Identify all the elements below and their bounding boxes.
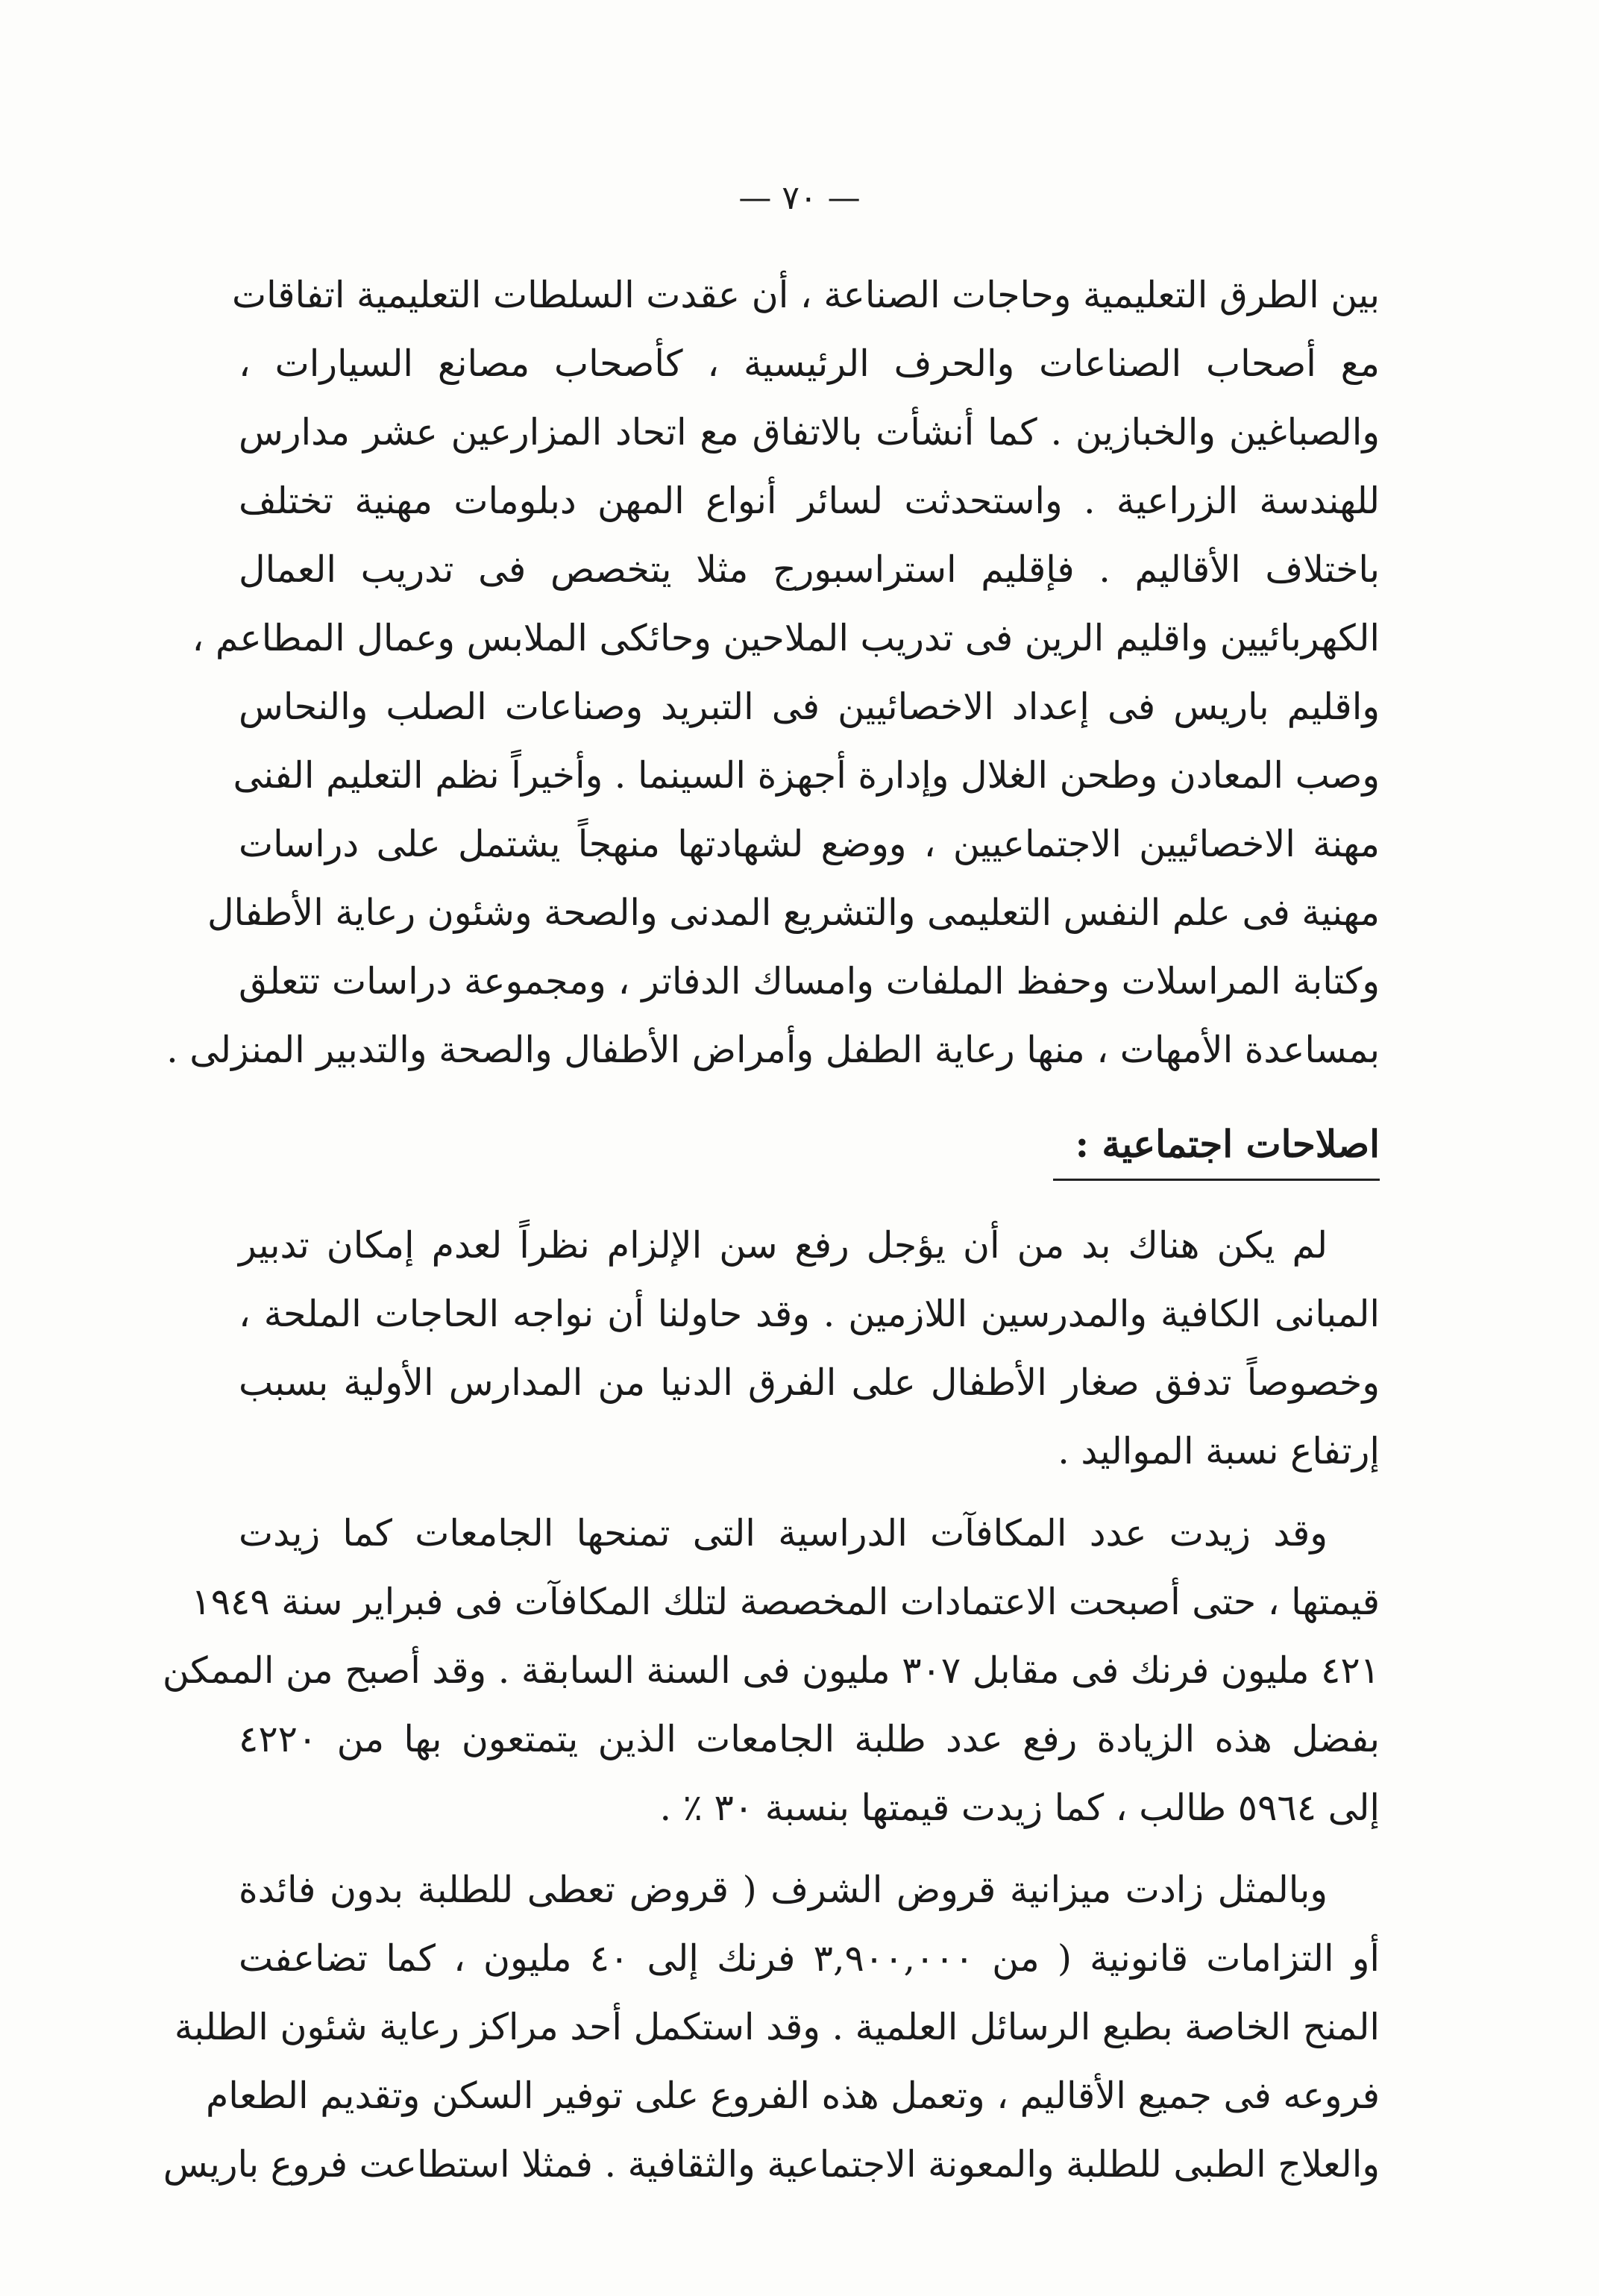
text-line: باختلاف الأقاليم . فإقليم استراسبورج مثلا يتخصص فى تدريب العمال	[239, 548, 1380, 591]
text-line: والصباغين والخبازين . كما أنشأت بالاتفاق مع اتحاد المزارعين عشر مدارس	[239, 411, 1380, 454]
text-line: قيمتها ، حتى أصبحت الاعتمادات المخصصة لتلك المكافآت فى فبراير سنة ١٩٤٩	[191, 1581, 1380, 1623]
text-line: وصب المعادن وطحن الغلال وإدارة أجهزة السينما . وأخيراً نظم التعليم الفنى	[233, 754, 1380, 797]
text-line: والعلاج الطبى للطلبة والمعونة الاجتماعية والثقافية . فمثلا استطاعت فروع باريس	[163, 2143, 1380, 2186]
text-line: فروعه فى جميع الأقاليم ، وتعمل هذه الفروع على توفير السكن وتقديم الطعام	[205, 2074, 1380, 2117]
paragraph-honor-loans	[163, 1856, 1380, 2199]
text-line: المنح الخاصة بطبع الرسائل العلمية . وقد استكمل أحد مراكز رعاية شئون الطلبة	[174, 2006, 1380, 2048]
text-line: وخصوصاً تدفق صغار الأطفال على الفرق الدنيا من المدارس الأولية بسبب	[239, 1361, 1380, 1404]
text-line: ٤٢١ مليون فرنك فى مقابل ٣٠٧ مليون فى السنة السابقة . وقد أصبح من الممكن	[162, 1649, 1380, 1692]
section-heading: اصلاحات اجتماعية :	[1053, 1114, 1380, 1181]
paragraph-scholarships	[162, 1499, 1380, 1842]
text-line: مع أصحاب الصناعات والحرف الرئيسية ، كأصحاب مصانع السيارات ،	[239, 342, 1380, 385]
text-line: وكتابة المراسلات وحفظ الملفات وامساك الدفاتر ، ومجموعة دراسات تتعلق	[239, 960, 1380, 1003]
paragraph-compulsory-age	[239, 1211, 1380, 1486]
text-line: بين الطرق التعليمية وحاجات الصناعة ، أن عقدت السلطات التعليمية اتفاقات	[232, 274, 1380, 316]
page-number: — ٧٠ —	[738, 179, 861, 217]
text-line: وبالمثل زادت ميزانية قروض الشرف ( قروض تعطى للطلبة بدون فائدة	[239, 1869, 1328, 1911]
text-line: وقد زيدت عدد المكافآت الدراسية التى تمنحها الجامعات كما زيدت	[239, 1512, 1328, 1555]
text-line: مهنة الاخصائيين الاجتماعيين ، ووضع لشهادتها منهجاً يشتمل على دراسات	[239, 823, 1380, 865]
paragraph-spacer	[239, 1842, 1380, 1856]
section-heading-wrapper	[239, 1085, 1380, 1211]
text-line: مهنية فى علم النفس التعليمى والتشريع المدنى والصحة وشئون رعاية الأطفال	[207, 891, 1380, 934]
paragraph-spacer	[239, 1486, 1380, 1499]
paragraph-vocational-training	[166, 261, 1380, 1085]
text-line: للهندسة الزراعية . واستحدثت لسائر أنواع المهن دبلومات مهنية تختلف	[239, 480, 1380, 522]
text-line: إرتفاع نسبة المواليد .	[1058, 1430, 1380, 1472]
text-line: بفضل هذه الزيادة رفع عدد طلبة الجامعات الذين يتمتعون بها من ٤٢٢٠	[239, 1718, 1380, 1760]
text-line: لم يكن هناك بد من أن يؤجل رفع سن الإلزام نظراً لعدم إمكان تدبير	[239, 1224, 1328, 1267]
text-line: بمساعدة الأمهات ، منها رعاية الطفل وأمراض الأطفال والصحة والتدبير المنزلى .	[166, 1029, 1380, 1071]
text-line: واقليم باريس فى إعداد الاخصائيين فى التبريد وصناعات الصلب والنحاس	[239, 686, 1380, 728]
text-line: المبانى الكافية والمدرسين اللازمين . وقد حاولنا أن نواجه الحاجات الملحة ،	[239, 1293, 1380, 1335]
text-line: أو التزامات قانونية ( من ٣,٩٠٠,٠٠٠ فرنك إلى ٤٠ مليون ، كما تضاعفت	[239, 1937, 1380, 1980]
text-line: إلى ٥٩٦٤ طالب ، كما زيدت قيمتها بنسبة ٣٠ ٪ .	[659, 1787, 1380, 1829]
text-line: الكهربائيين واقليم الرين فى تدريب الملاحين وحائكى الملابس وعمال المطاعم ،	[192, 617, 1380, 659]
page-body	[162, 261, 1380, 2199]
